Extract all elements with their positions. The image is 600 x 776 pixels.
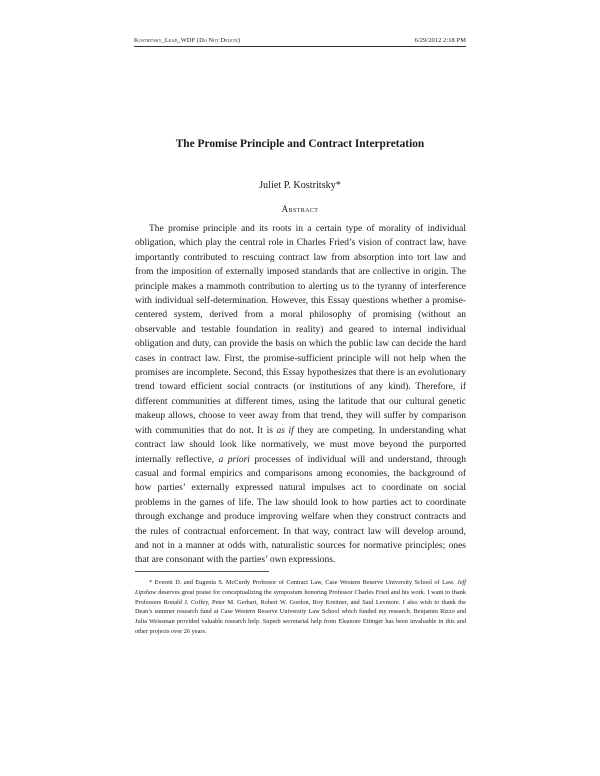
header-timestamp: 6/29/2012 2:18 PM [414,37,466,44]
author-name: Juliet P. Kostritsky* [259,180,341,191]
author-footnote [135,578,466,637]
abstract-heading: Abstract [281,204,319,214]
header-rule [134,46,466,47]
abstract-paragraph: The promise principle and its roots in a certain type of morality of individual obligation, which play the central role in Charles Fried’s vision of contract law, have importantly contributed to rescuing contract law from absorption into tort law and from the imposition of externally imposed standards that are collective in origin. The principle makes a mammoth contribution to alerting us to the tyranny of interference with individual self-determination. However, this Essay questions whether a promise-centered system, derived from a moral philosophy of promising (without an observable and testable foundation in reality) and geared to internal individual obligation and duty, can provide the basis on which the public law can decide the hard cases in contract law. First, the promise-sufficient principle will not help when the promises are incomplete. Second, this Essay hypothesizes that there is an evolutionary trend toward efficient social contracts (or institutions of any kind). Therefore, if different communities at different times, using the latitude that our cultural genetic makeup allows, choose to veer away from that trend, they will suffer by comparison with communities that do not. It is as if they are competing. In understanding what contract law should look like normatively, we must move beyond the purported internally reflective, a priori processes of individual will and understand, through casual and formal empirics and comparisons among economies, the background of how parties’ externally expressed natural impulses act to coordinate on social problems in the games of life. The law should look to how parties act to coordinate through exchange and produce improving welfare when they construct contracts and the rules of contractual enforcement. In that way, contract law will develop around, and not in a manner at odds with, naturalistic sources for normative principles; ones that are consonant with the parties’ own expressions. [135,224,466,566]
footnote-separator [135,571,269,572]
footnote-paragraph: * Everett D. and Eugenia S. McCurdy Professor of Contract Law, Case Western Reserve University School of Law. Jeff Lipshaw deserves great praise for conceptualizing the symposium honoring Professor Charles Fried and his work. I want to thank Professors Ronald J. Coffey, Peter M. Gerhart, Robert W. Gordon, Roy Kreitner, and Saul Levmore. I also wish to thank the Dean’s summer research fund at Case Western Reserve University Law School which funded my research. Benjamin Rizzo and Julia Weissman provided valuable research help. Superb secretarial help from Eleanore Ettinger has been invaluable in this and other projects over 26 years. [135,579,466,635]
abstract-body [135,222,466,568]
article-title: The Promise Principle and Contract Interpretation [175,138,425,150]
header-file-label: Kostritsky_Lead_WDF (Do Not Delete) [134,37,241,44]
